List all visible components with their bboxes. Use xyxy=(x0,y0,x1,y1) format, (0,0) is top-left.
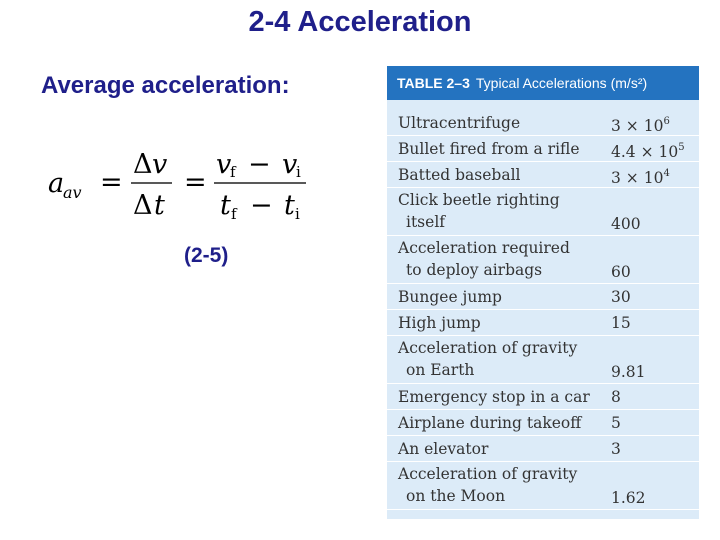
row-label xyxy=(398,312,603,334)
row-label-line: itself xyxy=(406,213,446,231)
row-label-line: Acceleration of gravity xyxy=(398,339,578,357)
row-value-base: 3 xyxy=(611,440,621,458)
table-row xyxy=(387,410,699,436)
row-value xyxy=(611,261,631,283)
eq-delta-top: Δ xyxy=(133,149,153,180)
eq-t-initial-subscript: i xyxy=(295,205,300,222)
slide-title: 2-4 Acceleration xyxy=(248,6,472,38)
eq-t-final-subscript: f xyxy=(231,205,237,222)
average-acceleration-heading: Average acceleration: xyxy=(41,72,290,99)
row-value-base: 9.81 xyxy=(611,363,646,381)
row-value xyxy=(611,412,621,434)
row-value-exponent: 4 xyxy=(663,168,670,179)
eq-delta-bottom: Δ xyxy=(133,190,153,221)
average-acceleration-equation xyxy=(44,146,324,222)
row-value xyxy=(611,487,646,509)
row-value-base: 15 xyxy=(611,314,631,332)
row-label-line: Emergency stop in a car xyxy=(398,388,590,406)
row-label xyxy=(398,286,603,308)
table-row xyxy=(387,162,699,188)
row-value xyxy=(611,438,621,460)
eq-minus-top: − xyxy=(248,149,271,180)
row-value xyxy=(611,286,631,308)
table-row xyxy=(387,236,699,284)
row-value xyxy=(611,112,670,137)
row-label xyxy=(398,237,603,281)
row-label xyxy=(398,189,603,233)
row-value-base: 400 xyxy=(611,215,641,233)
table-row xyxy=(387,188,699,236)
eq-t-initial: t xyxy=(284,190,295,221)
row-value-base: 3 × 10 xyxy=(611,117,664,136)
row-value xyxy=(611,164,670,189)
eq-equals-1: = xyxy=(100,167,123,198)
table-row xyxy=(387,310,699,336)
eq-v-final-subscript: f xyxy=(230,163,236,181)
table-unit: (m/s²) xyxy=(610,75,648,91)
eq-minus-bottom: − xyxy=(250,190,273,221)
eq-lhs-subscript: av xyxy=(63,183,82,202)
row-label-line: Bungee jump xyxy=(398,288,502,306)
eq-v-initial-subscript: i xyxy=(296,163,301,181)
row-label xyxy=(398,438,603,460)
eq-v-initial: v xyxy=(282,149,298,180)
row-label-line: to deploy airbags xyxy=(406,261,543,279)
row-label xyxy=(398,412,603,434)
row-label xyxy=(398,138,603,160)
row-value xyxy=(611,213,641,235)
table-header xyxy=(387,66,699,100)
table-row xyxy=(387,284,699,310)
row-value xyxy=(611,312,631,334)
row-label-line: Acceleration of gravity xyxy=(398,465,578,483)
row-value-base: 60 xyxy=(611,263,631,281)
row-label xyxy=(398,386,603,408)
table-row xyxy=(387,110,699,136)
eq-lhs-symbol: a xyxy=(48,168,65,199)
row-value-exponent: 5 xyxy=(678,142,685,153)
row-value-base: 8 xyxy=(611,388,621,406)
table-row xyxy=(387,436,699,462)
eq-equals-2: = xyxy=(184,167,207,198)
eq-t-final: t xyxy=(220,190,231,221)
table-title: Typical Accelerations xyxy=(475,75,607,91)
row-label xyxy=(398,164,603,186)
row-label-line: Airplane during takeoff xyxy=(398,414,582,432)
row-value-base: 3 × 10 xyxy=(611,169,664,188)
typical-accelerations-table xyxy=(387,66,699,519)
table-row xyxy=(387,336,699,384)
row-label-line: Acceleration required xyxy=(398,239,570,257)
row-value-base: 4.4 × 10 xyxy=(611,143,679,162)
table-row xyxy=(387,136,699,162)
row-value-base: 1.62 xyxy=(611,489,646,507)
row-label-line: Bullet fired from a rifle xyxy=(398,140,580,158)
row-label-line: on the Moon xyxy=(406,487,506,505)
eq-v-final: v xyxy=(216,149,232,180)
row-value xyxy=(611,138,685,163)
row-label-line: An elevator xyxy=(398,440,489,458)
row-value xyxy=(611,386,621,408)
row-label-line: Ultracentrifuge xyxy=(398,114,521,132)
row-label xyxy=(398,337,603,381)
row-value-exponent: 6 xyxy=(663,116,670,127)
row-label-line: Batted baseball xyxy=(398,166,521,184)
table-number: TABLE 2–3 xyxy=(397,75,470,91)
eq-denominator-var: t xyxy=(154,190,165,221)
eq-numerator-var: v xyxy=(152,149,168,180)
row-value-base: 30 xyxy=(611,288,631,306)
row-label xyxy=(398,463,603,507)
row-value-base: 5 xyxy=(611,414,621,432)
row-label-line: Click beetle righting xyxy=(398,191,560,209)
row-label-line: High jump xyxy=(398,314,481,332)
row-value xyxy=(611,361,646,383)
equation-number: (2-5) xyxy=(184,244,229,267)
row-label xyxy=(398,112,603,134)
table-row xyxy=(387,384,699,410)
table-row xyxy=(387,462,699,510)
row-label-line: on Earth xyxy=(406,361,475,379)
